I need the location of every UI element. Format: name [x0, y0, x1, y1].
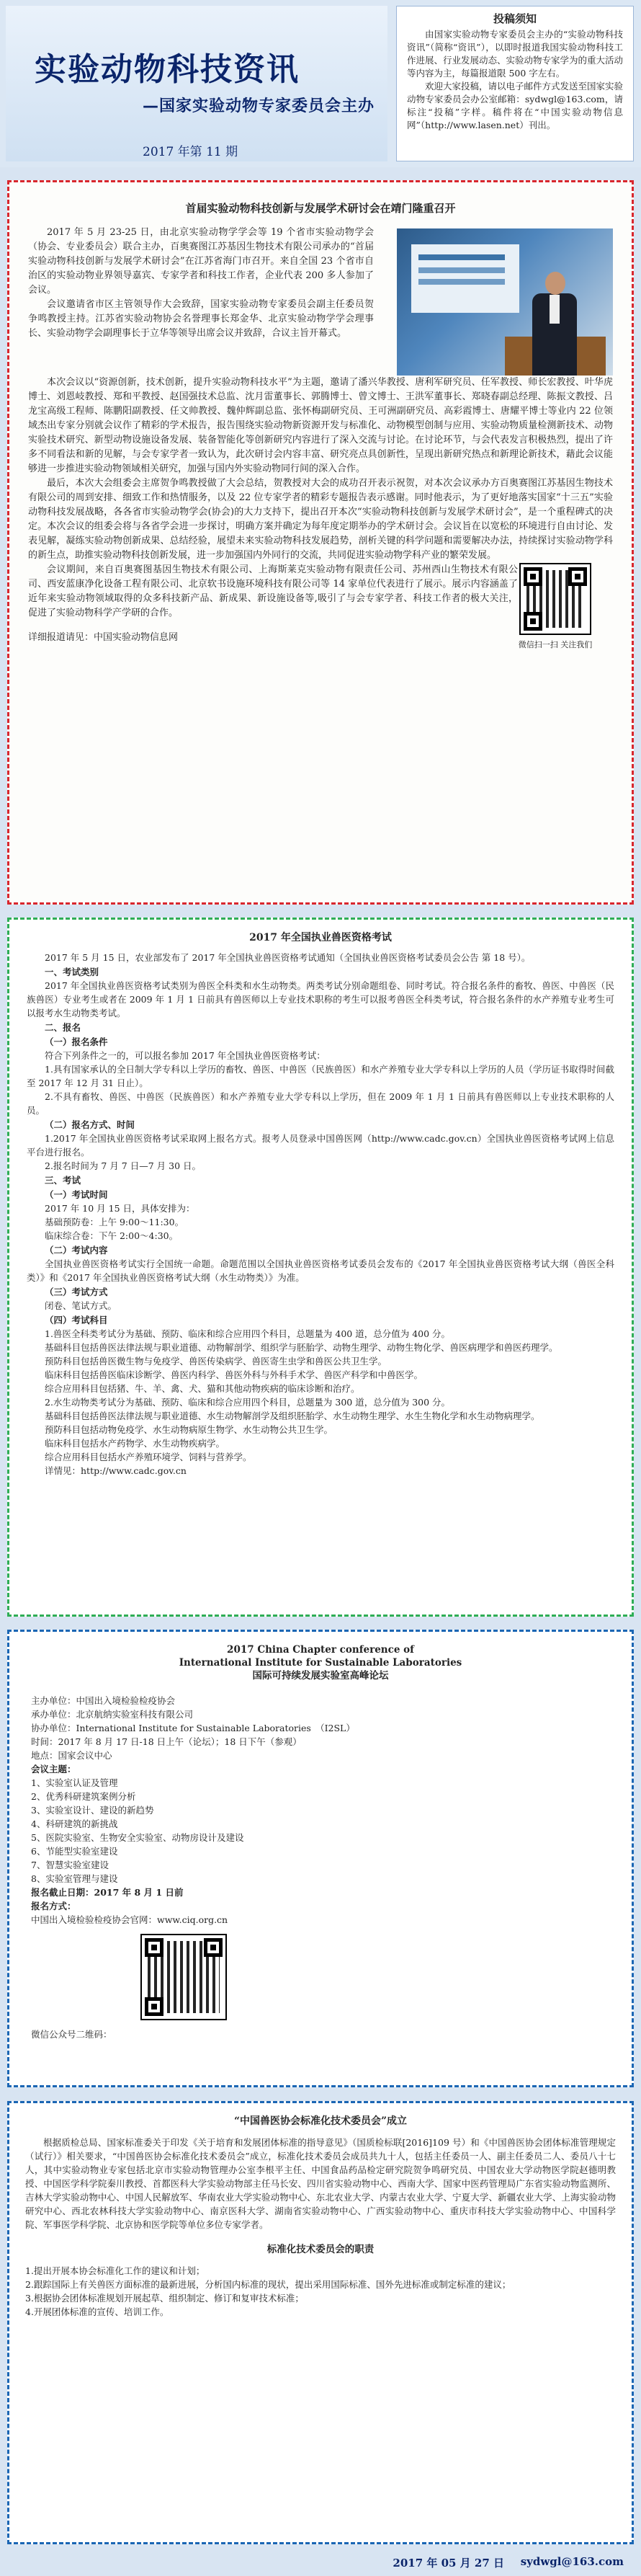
duty-item: 2.跟踪国际上有关兽医方面标准的最新进展，分析国内标准的现状，提出采用国际标准、国外先进标准或制定标准的建议；	[25, 2279, 511, 2290]
wechat-qr-block	[508, 563, 603, 652]
detail-link-text: 详细报道请见：中国实验动物信息网	[28, 632, 179, 643]
notice-paragraph: 由国家实验动物专家委员会主办的“实验动物科技资讯”（简称“资讯”），以即时报道我国实验动物科技工作进展、行业发展动态、实验动物专家学为的重大活动等内容为主，每篇报道限 500 字左右。	[407, 29, 624, 79]
article-paragraph: 基础预防卷：上午 9:00～11:30。	[45, 1217, 184, 1227]
newsletter-header	[0, 0, 641, 167]
forum-place: 地点：国家会议中心	[31, 1750, 112, 1761]
article-paragraph: 预防科目包括动物免疫学、水生动物病原生物学、水生动物公共卫生学。	[45, 1424, 333, 1435]
forum-topic-item: 5、医院实验室、生物安全实验室、动物房设计及建设	[31, 1832, 244, 1843]
article-paragraph: 根据质检总局、国家标准委关于印发《关于培育和发展团体标准的指导意见》（国质检标联[2016]109 号）和《中国兽医协会团体标准管理规定（试行）》相关要求，“中国兽医协会标准化技术委员会”成立，标准化技术委员会成员共九十人，包括主任委员一人、副主任委员二人、委员八十七人，其中实验动物业专家包括北京市实验动物管理办公室李根平主任、中国食品药品检定研究院贺争鸣研究员、中国农业大学动物医学院赵德明教授、中国医学科学院秦川教授、首都医科大学实验动物部主任马长安、四川省实验动物中心、西南大学、国家中医药管理局广东省实验动物监测所、吉林大学实验动物中心、中国人民解放军、华南农业大学实验动物中心、东北农业大学、内蒙古农业大学、宁夏大学、新疆农业大学、上海实验动物研究中心、西北农林科技大学实验动物中心、南京医科大学、湖南省实验动物中心、广西实验动物中心、重庆市科技大学实验动物中心、中国科学院、军事医学科学院、北京协和医学院等单位多位专家学者。	[25, 2137, 616, 2230]
article-lab-forum	[7, 1630, 634, 2087]
duty-item: 4.开展团体标准的宣传、培训工作。	[25, 2306, 169, 2317]
article-title: 2017 年全国执业兽医资格考试	[249, 932, 392, 943]
forum-title-en: International Institute for Sustainable Laboratories	[179, 1657, 462, 1669]
article-paragraph: 2.报名时间为 7 月 7 日—7 月 30 日。	[45, 1160, 202, 1171]
article-paragraph: 2017 年 5 月 15 日，农业部发布了 2017 年全国执业兽医资格考试通知（全国执业兽医资格考试委员会公告 第 18 号）。	[45, 952, 531, 963]
subsection-heading: （二）报名方式、时间	[45, 1119, 135, 1130]
article-standards-committee	[7, 2101, 634, 2544]
wechat-qr-label: 微信公众号二维码：	[31, 2029, 112, 2040]
article-paragraph: 2.水生动物类考试分为基础、预防、临床和综合应用四个科目，总题量为 300 道，总分值为 300 分。	[45, 1397, 451, 1408]
duty-item: 3.根据协会团体标准规划开展起草、组织制定、修订和复审技术标准；	[25, 2293, 304, 2304]
article-paragraph: 预防科目包括兽医微生物与免疫学、兽医传染病学、兽医寄生虫学和兽医公共卫生学。	[45, 1356, 387, 1367]
article-paragraph: 2017 年 5 月 23-25 日，由北京实验动物学学会等 19 个省市实验动物学会（协会、专业委员会）联合主办，百奥赛图江苏基因生物技术有限公司承办的“首届实验动物科技创新与发展学术研讨会”在江苏省海门市召开。来自全国 23 个省市自治区的实验动物业界领导嘉宾、专家学者和科技工作者，企业代表 200 多人参加了会议。	[28, 227, 374, 296]
forum-topic-item: 6、节能型实验室建设	[31, 1846, 118, 1857]
forum-title-en: 2017 China Chapter conference of	[227, 1644, 414, 1656]
article-paragraph: 临床科目包括水产药物学、水生动物疾病学。	[45, 1438, 225, 1449]
forum-topic-item: 4、科研建筑的新挑战	[31, 1818, 118, 1829]
notice-paragraph: 欢迎大家投稿，请以电子邮件方式发送至国家实验动物专家委员会办公室邮箱：sydwgl@163.com，请标注“投稿”字样。稿件将在“中国实验动物信息网”（http://www.lasen.net）刊出。	[407, 81, 624, 130]
presentation-screen	[411, 244, 519, 313]
forum-time: 时间：2017 年 8 月 17 日-18 日上午（论坛）；18 日下午（参观）	[31, 1736, 302, 1747]
section-heading: 一、考试类别	[45, 967, 99, 977]
article-paragraph: 本次会议以“资源创新，技术创新，提升实验动物科技水平”为主题，邀请了潘兴华教授、唐利军研究员、任军教授、师长宏教授、叶华虎博士、刘恩岐教授、郑和平教授、赵国强技术总监、沈月雷董事长、郭腾博士、曾文博士、王洪军董事长、郑晓春副总经理、陈振文教授、吕龙宝高级工程师、陈鹏阳副教授、任文帅教授、魏仲辉副总监、张怀梅副研究员、王可洲副研究员、高彩霞博士、唐耀平博士等业内 22 位领域杰出专家分别就会议作了精彩的学术报告，报告围绕实验动物新资源开发与标准化、动物模型创制与应用、实验动物质量检测新技术、动物实验技术研究、新型动物设施设备发展、装备智能化等创新研究内容进行了深入交流与讨论。在讨论环节，与会代表发言积极热烈，提出了许多不同看法和新的见解，与会专家学者一致认为，此次研讨会内容丰富、研究亮点具创新性，呈现出新研究热点和新理论新技术，藉此会议能够进一步推进实验动物领域相关研究，加强与国内外实验动物同行间的深入合作。	[28, 377, 613, 474]
forum-topic-item: 7、智慧实验室建设	[31, 1860, 109, 1870]
article-title: “中国兽医协会标准化技术委员会”成立	[233, 2115, 408, 2127]
subsection-heading: （四）考试科目	[45, 1315, 108, 1325]
forum-topics-heading: 会议主题：	[31, 1764, 76, 1775]
duties-heading: 标准化技术委员会的职责	[266, 2244, 375, 2255]
masthead-panel	[6, 6, 387, 161]
forum-topic-item: 3、实验室设计、建设的新趋势	[31, 1805, 154, 1816]
conference-photo	[397, 228, 613, 376]
forum-qr-code[interactable]	[140, 1934, 227, 2020]
forum-title-cn: 国际可持续发展实验室高峰论坛	[252, 1670, 389, 1682]
article-paragraph: 2017 年 10 月 15 日，具体安排为：	[45, 1203, 195, 1214]
article-paragraph: 1.兽医全科类考试分为基础、预防、临床和综合应用四个科目，总题量为 400 道，总分值为 400 分。	[45, 1328, 451, 1339]
masthead-subtitle: —国家实验动物专家委员会主办	[143, 97, 375, 115]
article-paragraph: 会议邀请省市区主管领导作大会致辞，国家实验动物专家委员会副主任委员贺争鸣教授主持。江苏省实验动物协会名誉理事长郑金华、北京实验动物学学会理事长、实验动物学会副理事长于立华等领导出席会议并致辞，合议主旨开幕式。	[28, 299, 374, 339]
article-paragraph: 2017 年全国执业兽医资格考试类别为兽医全科类和水生动物类。两类考试分别命题组卷、同时考试。符合报名条件的畜牧、兽医、中兽医（民族兽医）专业考生或者在 2009 年 1 月 1 日前具有兽医师以上专业技术职称的考生可以报考兽医全科类考试，符合报名条件的水产养殖专业考生可以报考水生动物类考试。	[27, 980, 614, 1018]
article-paragraph: 基础科目包括兽医法律法规与职业道德、动物解剖学、组织学与胚胎学、动物生理学、动物生物化学、兽医病理学和兽医药理学。	[45, 1342, 558, 1353]
notice-title: 投稿须知	[493, 12, 537, 25]
forum-host: 主办单位：中国出入境检验检疫协会	[31, 1695, 176, 1706]
article-paragraph: 2.不具有畜牧、兽医、中兽医（民族兽医）和水产养殖专业大学专科以上学历，但在 2009 年 1 月 1 日前具有兽医师以上专业技术职称的人员。	[27, 1091, 614, 1116]
forum-organizer: 承办单位：北京航纳实验室科技有限公司	[31, 1709, 194, 1720]
subsection-heading: （二）考试内容	[45, 1245, 108, 1256]
masthead-title: 实验动物科技资讯	[35, 51, 300, 88]
article-paragraph: 最后，本次大会组委会主席贺争鸣教授做了大会总结，贺教授对大会的成功召开表示祝贺，对本次会议承办方百奥赛图江苏基因生物技术有限公司的周到安排、细致工作和热情服务，以及 22 位专家学者的精彩专题报告表示感谢。同时他表示，为了更好地落实国家“十三五”实验动物科技发展战略，各各省市实验动物学会(协会)的大力支持下，提出召开本次“实验动物科技创新与发展学术研讨会”，是一个重程碑式的决定。本次会议的组委会将与各省学会进一步探讨，明确方案并确定为每年度定期举办的学术研讨会。会议旨在以宽松的环境进行自由讨论、发表见解，凝练实验动物创新成果、总结经验，展望未来实验动物科技发展趋势，剖析关键的科学问题和需要解决办法，持续探讨实验动物学科的新生点，助推实验动物科技创新发展，进一步加强国内外同行的交流，共同促进实验动物学科产业的繁荣发展。	[28, 478, 613, 561]
section-heading: 三、考试	[45, 1175, 81, 1186]
details-link[interactable]: 详情见：http://www.cadc.gov.cn	[45, 1465, 187, 1476]
forum-topic-item: 1、实验室认证及管理	[31, 1777, 118, 1788]
submission-notice	[396, 6, 634, 161]
newsletter-footer	[0, 2549, 641, 2576]
footer-email[interactable]: sydwgl@163.com	[520, 2555, 624, 2568]
article-title: 首届实验动物科技创新与发展学术研讨会在靖门隆重召开	[185, 202, 456, 215]
article-vet-exam	[7, 918, 634, 1617]
article-paragraph: 1.具有国家承认的全日制大学专科以上学历的畜牧、兽医、中兽医（民族兽医）和水产养殖专业大学专科以上学历的人员（学历证书取得时间截至 2017 年 12 月 31 日止）。	[27, 1064, 614, 1088]
subsection-heading: （三）考试方式	[45, 1287, 108, 1297]
subsection-heading: （一）考试时间	[45, 1189, 108, 1200]
subsection-heading: （一）报名条件	[45, 1036, 108, 1047]
article-paragraph: 基础科目包括兽医法律法规与职业道德、水生动物解剖学及组织胚胎学、水生动物生理学、水生生物化学和水生动物病理学。	[45, 1411, 540, 1421]
duty-item: 1.提出开展本协会标准化工作的建议和计划；	[25, 2265, 205, 2276]
section-heading: 二、报名	[45, 1022, 81, 1033]
article-paragraph: 会议期间，来自百奥赛图基因生物技术有限公司、上海斯莱克实验动物有限责任公司、苏州西山生物技术有限公司、西安蓝康净化设备工程有限公司、北京软书设施环境科技有限公司等 14 家单位代表进行了展示。展示内容涵盖了近年来实验动物领域取得的众多科技新产品、新成果、新设施设备等,吸引了与会专家学者、科技工作者的极大关注，促进了实验动物科学产学研的合作。	[28, 564, 518, 618]
article-paragraph: 1.2017 年全国执业兽医资格考试采取网上报名方式。报考人员登录中国兽医网（http://www.cadc.gov.cn）全国执业兽医资格考试网上信息平台进行报名。	[27, 1133, 614, 1158]
article-paragraph: 闭卷、笔试方式。	[45, 1300, 117, 1311]
article-paragraph: 综合应用科目包括水产养殖环境学、饲料与营养学。	[45, 1452, 252, 1462]
article-paragraph: 符合下列条件之一的，可以报名参加 2017 年全国执业兽医资格考试：	[45, 1050, 326, 1061]
footer-date: 2017 年 05 月 27 日	[393, 2557, 504, 2570]
speaker-figure	[532, 272, 577, 376]
article-paragraph: 临床科目包括兽医临床诊断学、兽医内科学、兽医外科与外科手术学、兽医产科学和中兽医学。	[45, 1369, 423, 1380]
forum-method-heading: 报名方式：	[31, 1901, 76, 1911]
qr-caption: 微信扫一扫 关注我们	[518, 640, 593, 649]
article-paragraph: 综合应用科目包括猪、牛、羊、禽、犬、猫和其他动物疾病的临床诊断和治疗。	[45, 1383, 360, 1394]
forum-website-link[interactable]: 中国出入境检验检疫协会官网：www.ciq.org.cn	[31, 1914, 228, 1925]
article-paragraph: 临床综合卷：下午 2:00～4:30。	[45, 1230, 179, 1241]
forum-deadline: 报名截止日期：2017 年 8 月 1 日前	[31, 1887, 184, 1898]
issue-number: 2017 年第 11 期	[143, 145, 238, 159]
forum-topic-item: 8、实验室管理与建设	[31, 1873, 118, 1884]
article-paragraph: 全国执业兽医资格考试实行全国统一命题。命题范围以全国执业兽医资格考试委员会发布的《2017 年全国执业兽医资格考试大纲（兽医全科类）》和《2017 年全国执业兽医资格考试大纲（水生动物类）》为准。	[27, 1258, 614, 1283]
forum-topic-item: 2、优秀科研建筑案例分析	[31, 1791, 136, 1802]
forum-co-organizer: 协办单位：International Institute for Sustainable Laboratories （I2SL）	[31, 1723, 355, 1733]
qr-code[interactable]	[519, 563, 591, 635]
article-symposium	[7, 180, 634, 905]
